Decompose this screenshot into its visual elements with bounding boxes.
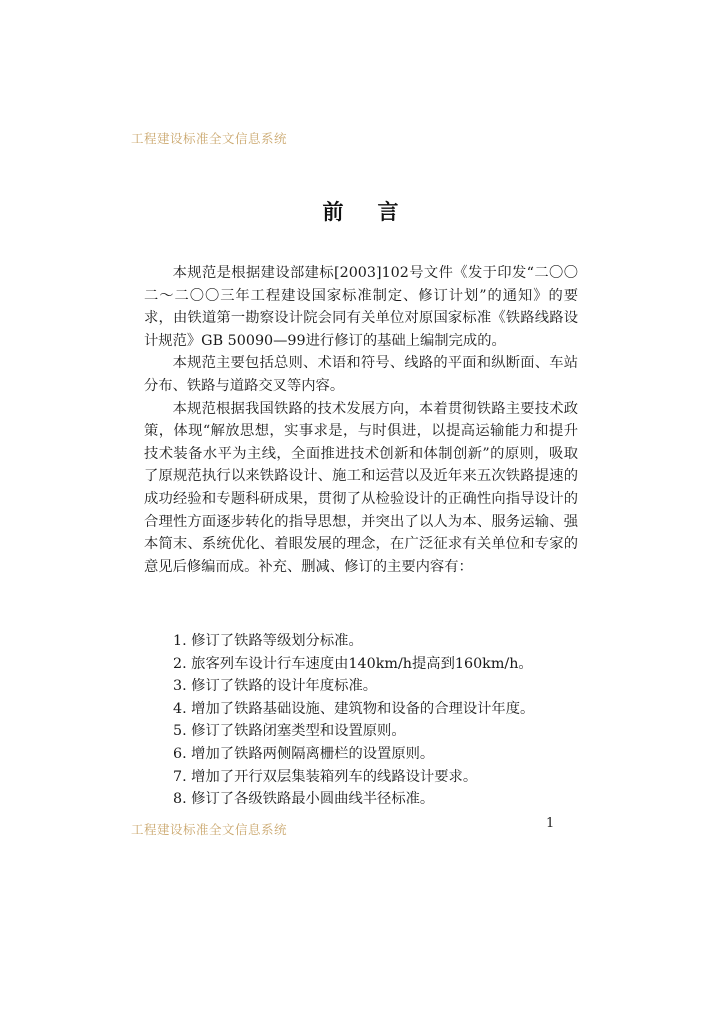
list-item: 4. 增加了铁路基础设施、建筑物和设备的合理设计年度。 [173, 700, 535, 717]
list-item: 7. 增加了开行双层集装箱列车的线路设计要求。 [173, 768, 478, 785]
page-title: 前言 [322, 200, 433, 224]
watermark-bottom: 工程建设标准全文信息系统 [131, 822, 288, 837]
list-item: 5. 修订了铁路闭塞类型和设置原则。 [173, 723, 406, 740]
revision-list [173, 630, 583, 811]
list-item: 8. 修订了各级铁路最小圆曲线半径标准。 [173, 791, 435, 808]
watermark-top: 工程建设标准全文信息系统 [131, 131, 288, 146]
preface-body [144, 262, 578, 578]
page-number: 1 [546, 816, 555, 831]
list-item: 2. 旅客列车设计行车速度由140km/h提高到160km/h。 [173, 655, 533, 672]
list-item: 1. 修订了铁路等级划分标准。 [173, 633, 363, 649]
list-item: 6. 增加了铁路两侧隔离栅栏的设置原则。 [173, 745, 435, 762]
paragraph-1: 本规范是根据建设部建标[2003]102号文件《发于印发“二〇〇二～二〇〇三年工程建设国家标准制定、修订计划”的通知》的要求，由铁道第一勘察设计院会同有关单位对原国家标准《铁路线路设计规范》GB 50090—99进行修订的基础上编制完成的。 [144, 265, 578, 349]
list-item: 3. 修订了铁路的设计年度标准。 [173, 678, 378, 695]
paragraph-3: 本规范根据我国铁路的技术发展方向，本着贯彻铁路主要技术政策，体现“解放思想，实事求是，与时俱进，以提高运输能力和提升技术装备水平为主线，全面推进技术创新和体制创新”的原则，吸取了原规范执行以来铁路设计、施工和运营以及近年来五次铁路提速的成功经验和专题科研成果，贯彻了从检验设计的正确性向指导设计的合理性方面逐步转化的指导思想，并突出了以人为本、服务运输、强本简末、系统优化、着眼发展的理念，在广泛征求有关单位和专家的意见后修编而成。补充、删减、修订的主要内容有： [144, 400, 578, 575]
paragraph-2: 本规范主要包括总则、术语和符号、线路的平面和纵断面、车站分布、铁路与道路交叉等内容。 [144, 355, 578, 394]
